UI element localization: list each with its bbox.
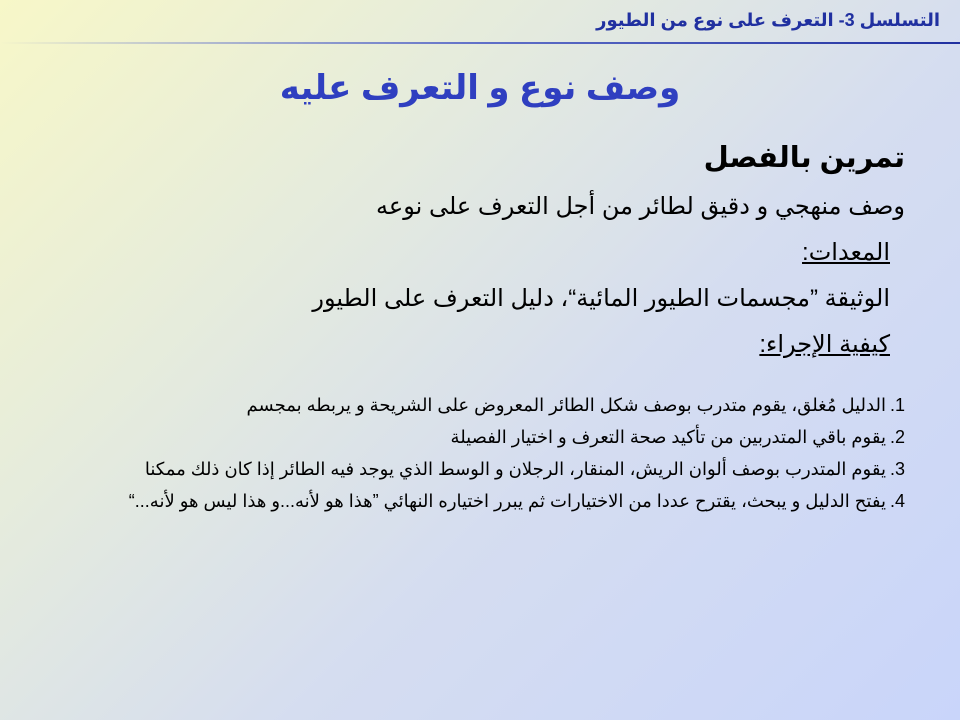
step-text: يقوم باقي المتدربين من تأكيد صحة التعرف و اختيار الفصيلة	[450, 427, 886, 447]
procedure-steps	[50, 388, 905, 522]
procedure-step-3	[50, 458, 905, 480]
materials-section	[55, 238, 890, 366]
step-number: 4.	[889, 491, 905, 511]
step-text: يقوم المتدرب بوصف ألوان الريش، المنقار، الرجلان و الوسط الذي يوجد فيه الطائر إذا كان ذلك ممكنا	[144, 459, 886, 479]
step-text: الدليل مُغلق، يقوم متدرب بوصف شكل الطائر المعروض على الشريحة و يربطه بمجسم	[246, 395, 886, 415]
exercise-heading: تمرين بالفصل	[703, 142, 905, 174]
procedure-step-4	[50, 490, 905, 512]
step-number: 2.	[889, 427, 905, 447]
step-number: 3.	[889, 459, 905, 479]
step-number: 1.	[889, 395, 905, 415]
header-divider	[0, 42, 960, 44]
materials-label: المعدات:	[802, 239, 890, 266]
procedure-step-1	[50, 388, 905, 422]
step-text: يفتح الدليل و يبحث، يقترح عددا من الاختيارات ثم يبرر اختياره النهائي ”هذا هو لأنه...و هذا ليس هو لأنه...“	[128, 491, 886, 511]
series-title: التسلسل 3- التعرف على نوع من الطيور	[596, 10, 940, 30]
procedure-label: كيفية الإجراء:	[759, 331, 890, 358]
slide-content	[55, 140, 905, 511]
exercise-description: وصف منهجي و دقيق لطائر من أجل التعرف على نوعه	[376, 193, 905, 220]
procedure-step-2	[50, 426, 905, 448]
slide-title: وصف نوع و التعرف عليه	[279, 69, 681, 107]
materials-document: الوثيقة ”مجسمات الطيور المائية“، دليل التعرف على الطيور	[312, 285, 890, 312]
series-header	[20, 10, 940, 36]
